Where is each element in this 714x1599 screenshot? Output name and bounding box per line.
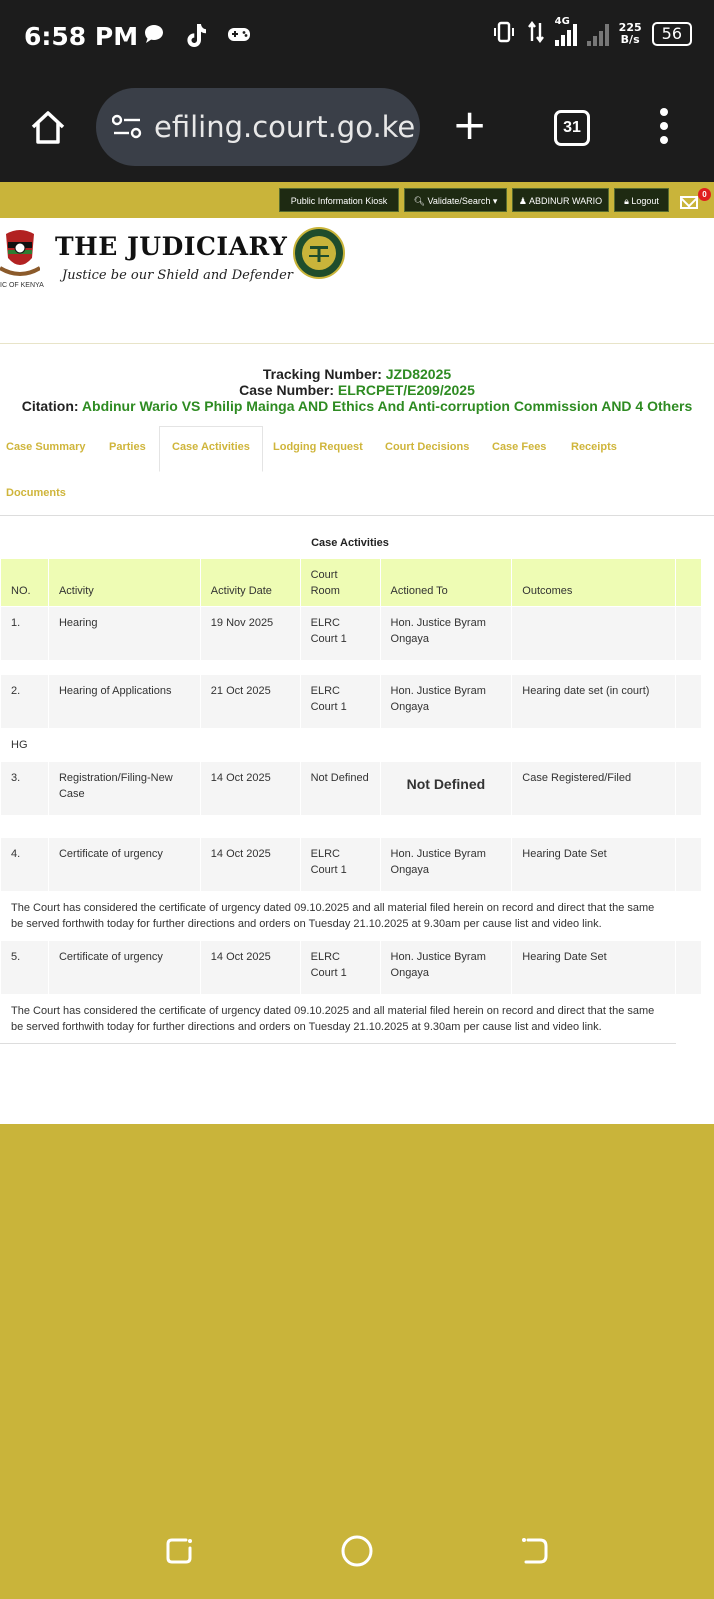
- gamepad-icon: [226, 22, 252, 55]
- validate-search-button[interactable]: [404, 188, 507, 212]
- web-page: [0, 182, 714, 1124]
- cell-actioned: Hon. Justice Byram Ongaya: [380, 838, 512, 892]
- signal-strength-2-icon: [587, 22, 609, 46]
- status-time: 6:58 PM: [24, 22, 139, 51]
- cell-no: 5.: [1, 941, 49, 995]
- tab-court-decisions[interactable]: Court Decisions: [385, 441, 470, 453]
- activity-note: The Court has considered the certificate of urgency dated 09.10.2025 and all material filed herein on record and direct that the same be served forthwith today for further directions and orders on Tuesday 21.10.2025 at 9.30am per cause list and video link.: [1, 892, 676, 941]
- cell-date: 14 Oct 2025: [200, 838, 300, 892]
- header-date: Activity Date: [200, 559, 300, 607]
- envelope-icon: [680, 196, 698, 209]
- lock-icon: 🔒︎: [624, 196, 629, 206]
- header-room: Court Room: [300, 559, 380, 607]
- cell-no: 4.: [1, 838, 49, 892]
- site-motto: Justice be our Shield and Defender: [62, 268, 293, 283]
- cell-room: ELRC Court 1: [300, 941, 380, 995]
- cell-actioned: Hon. Justice Byram Ongaya: [380, 675, 512, 729]
- back-icon[interactable]: [518, 1534, 552, 1568]
- citation-value: Abdinur Wario VS Philip Mainga AND Ethics And Anti-corruption Commission AND 4 Others: [81, 398, 693, 414]
- tracking-number: [0, 366, 714, 382]
- cell-edge: [676, 762, 702, 816]
- case-tabs: [0, 426, 714, 516]
- site-header: [0, 218, 714, 344]
- data-arrows-icon: [527, 20, 545, 48]
- activity-note-row: [1, 995, 702, 1044]
- system-navigation-bar: [0, 1520, 714, 1590]
- not-defined-label: Not Defined: [406, 776, 486, 792]
- messages-button[interactable]: [680, 190, 710, 214]
- tab-documents[interactable]: Documents: [6, 487, 66, 499]
- cell-edge: [676, 838, 702, 892]
- cell-no: 1.: [1, 607, 49, 661]
- tab-case-summary[interactable]: Case Summary: [6, 441, 86, 453]
- signal-4g: [554, 16, 577, 46]
- tab-parties[interactable]: Parties: [109, 441, 146, 453]
- cell-activity: Certificate of urgency: [48, 838, 200, 892]
- browser-chrome: [0, 0, 714, 182]
- site-title: THE JUDICIARY: [55, 232, 288, 261]
- speed-value: 225: [618, 21, 642, 34]
- cell-actioned: Hon. Justice Byram Ongaya: [380, 941, 512, 995]
- cell-activity: Hearing of Applications: [48, 675, 200, 729]
- tab-lodging-request[interactable]: Lodging Request: [273, 441, 363, 453]
- table-row: [1, 675, 702, 729]
- cell-outcome: [512, 607, 676, 661]
- header-activity: Activity: [48, 559, 200, 607]
- header-actioned: Actioned To: [380, 559, 512, 607]
- cell-no: 2.: [1, 675, 49, 729]
- activities-title: Case Activities: [311, 537, 389, 549]
- activity-note: The Court has considered the certificate of urgency dated 09.10.2025 and all material filed herein on record and direct that the same be served forthwith today for further directions and orders on Tuesday 21.10.2025 at 9.30am per cause list and video link.: [1, 995, 676, 1044]
- cell-actioned: Hon. Justice Byram Ongaya: [380, 607, 512, 661]
- cell-no: 3.: [1, 762, 49, 816]
- cell-activity: Hearing: [48, 607, 200, 661]
- coat-of-arms-caption: IC OF KENYA: [0, 282, 44, 289]
- cell-outcome: Hearing Date Set: [512, 941, 676, 995]
- cell-edge: [676, 607, 702, 661]
- url-text[interactable]: efiling.court.go.ke: [154, 110, 416, 144]
- cell-outcome: Hearing Date Set: [512, 838, 676, 892]
- tab-switcher-button[interactable]: 31: [554, 110, 590, 146]
- battery-indicator: 56: [652, 22, 692, 46]
- header-edge: [676, 559, 702, 607]
- tab-receipts[interactable]: Receipts: [571, 441, 617, 453]
- chat-bubble-icon: [142, 22, 166, 55]
- network-speed: [619, 22, 642, 46]
- table-row: [1, 607, 702, 661]
- home-icon[interactable]: [28, 108, 68, 148]
- top-navigation: [0, 182, 714, 218]
- search-icon: 🔍︎: [413, 196, 425, 206]
- address-bar[interactable]: [96, 88, 420, 166]
- judiciary-seal-icon: [292, 226, 346, 280]
- activity-note: HG: [1, 729, 676, 762]
- header-no: NO.: [1, 559, 49, 607]
- cell-date: 21 Oct 2025: [200, 675, 300, 729]
- new-tab-icon[interactable]: +: [452, 100, 488, 149]
- cell-outcome: Hearing date set (in court): [512, 675, 676, 729]
- caret-down-icon: ▾: [492, 196, 498, 206]
- user-menu-button[interactable]: [512, 188, 609, 212]
- tab-case-activities[interactable]: Case Activities: [159, 426, 263, 472]
- cell-date: 14 Oct 2025: [200, 762, 300, 816]
- public-kiosk-button[interactable]: Public Information Kiosk: [279, 188, 399, 212]
- cell-outcome: Case Registered/Filed: [512, 762, 676, 816]
- citation: [0, 398, 714, 414]
- table-row: [1, 941, 702, 995]
- activity-note-row: [1, 729, 702, 762]
- tab-case-fees[interactable]: Case Fees: [492, 441, 547, 453]
- table-row: [1, 762, 702, 816]
- user-icon: ♟: [518, 196, 527, 206]
- recent-apps-icon[interactable]: [162, 1534, 196, 1568]
- home-circle-icon[interactable]: [340, 1534, 374, 1568]
- tracking-value: JZD82025: [385, 366, 452, 382]
- logout-label: Logout: [631, 196, 659, 206]
- notification-icons: [142, 22, 252, 55]
- tracking-label: Tracking Number:: [262, 366, 386, 382]
- validate-search-label: Validate/Search: [427, 196, 491, 206]
- table-header-row: [1, 559, 702, 607]
- case-number-value: ELRCPET/E209/2025: [337, 382, 475, 398]
- case-number: [0, 382, 714, 398]
- network-type: 4G: [554, 16, 570, 27]
- site-settings-icon[interactable]: [112, 114, 142, 140]
- cell-date: 14 Oct 2025: [200, 941, 300, 995]
- table-row: [1, 838, 702, 892]
- row-separator: [1, 661, 702, 675]
- cell-date: 19 Nov 2025: [200, 607, 300, 661]
- coat-of-arms-icon: [0, 228, 40, 284]
- logout-button[interactable]: [614, 188, 669, 212]
- cell-edge: [676, 941, 702, 995]
- cell-edge: [676, 675, 702, 729]
- tiktok-icon: [184, 22, 208, 55]
- cell-activity: Registration/Filing-New Case: [48, 762, 200, 816]
- speed-unit: B/s: [620, 33, 640, 46]
- case-number-label: Case Number:: [239, 382, 338, 398]
- header-outcomes: Outcomes: [512, 559, 676, 607]
- cell-room: ELRC Court 1: [300, 607, 380, 661]
- overflow-menu-icon[interactable]: [660, 108, 670, 146]
- cell-room: ELRC Court 1: [300, 675, 380, 729]
- activities-table: [0, 558, 702, 1044]
- cell-actioned: [380, 762, 512, 816]
- user-name: ABDINUR WARIO: [528, 196, 603, 206]
- vibrate-icon: [491, 20, 517, 48]
- row-separator: [1, 816, 702, 838]
- cell-activity: Certificate of urgency: [48, 941, 200, 995]
- case-info: [0, 366, 714, 414]
- citation-label: Citation:: [21, 398, 82, 414]
- activity-note-row: [1, 892, 702, 941]
- cell-room: Not Defined: [300, 762, 380, 816]
- cell-room: ELRC Court 1: [300, 838, 380, 892]
- status-right: [491, 16, 692, 48]
- mail-count-badge: 0: [698, 188, 711, 201]
